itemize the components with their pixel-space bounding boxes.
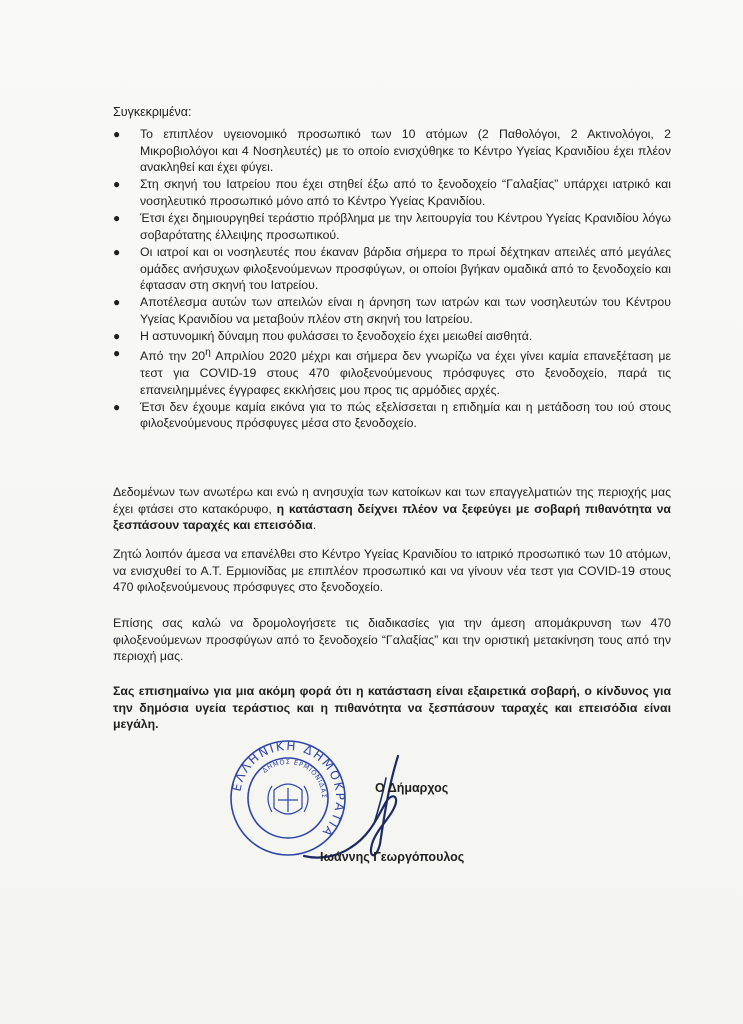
bullet-text: Στη σκηνή του Ιατρείου που έχει στηθεί έξω από το ξενοδοχείο “Γαλαξίας” υπάρχει ιατρικό και νοσηλευτικό προσωπικό μόνο από το Κέντρο Υγείας Κρανιδίου. <box>140 177 671 208</box>
bullet-dot: ● <box>113 127 121 141</box>
signature-stroke <box>304 756 398 858</box>
bullet-item <box>113 399 671 432</box>
signatory-name: Ιωάννης Γεωργόπουλος <box>320 850 465 864</box>
paragraph-relocation: Επίσης σας καλώ να δρομολογήσετε τις διαδικασίες για την άμεση απομάκρυνση των 470 φιλοξενούμενων προσφύγων από το ξενοδοχείο “Γαλαξίας” και την οριστική μετακίνηση τους από την περιοχή μας. <box>113 616 671 664</box>
paragraph-situation-end: . <box>312 518 317 533</box>
bullet-text: Έτσι δεν έχουμε καμία εικόνα για το πώς εξελίσσεται η επιδημία και η μετάδοση του ιού στους φιλοξενούμενους πρόσφυγες μέσα στο ξενοδοχείο. <box>140 399 671 431</box>
bullet-item <box>113 345 671 398</box>
bullet-item <box>113 126 671 176</box>
bullet-dot: ● <box>113 346 121 361</box>
bullet-text: Το επιπλέον υγειονομικό προσωπικό των 10 ατόμων (2 Παθολόγοι, 2 Ακτινολόγοι, 2 Μικροβιολόγοι και 4 Νοσηλευτές) με το οποίο ενισχύθηκε το Κέντρο Υγείας Κρανιδίου έχει πλέον ανακληθεί και έχει φύγει. <box>140 127 671 175</box>
paragraph-situation-bold: η κατάσταση δείχνει πλέον να ξεφεύγει με σοβαρή πιθανότητα να ξεσπάσουν ταραχές και επεισόδια <box>113 501 671 533</box>
bullet-dot: ● <box>113 244 121 259</box>
bullet-text: Αποτέλεσμα αυτών των απειλών είναι η άρνηση των ιατρών και των νοσηλευτών του Κέντρου Υγείας Κρανιδίου να μεταβούν πλέον στη σκηνή του Ιατρείου. <box>140 295 671 326</box>
seal-outer-textpath: ΕΛΛΗΝΙΚΗ ΔΗΜΟΚΡΑΤΙΑ <box>229 738 348 841</box>
paragraph-warning: Σας επισημαίνω για μια ακόμη φορά ότι η κατάσταση είναι εξαιρετικά σοβαρή, ο κίνδυνος για την δημόσια υγεία τεράστιος και η πιθανότητα να ξεσπάσουν ταραχές και επεισόδια είναι μεγάλη. <box>113 684 671 732</box>
bullet-text: Οι ιατροί και οι νοσηλευτές που έκαναν βάρδια σήμερα το πρωί δέχτηκαν απειλές από μεγάλες ομάδες ανήσυχων φιλοξενούμενων προσφύγων, οι οποίοι βγήκαν ομαδικά από το ξενοδοχείο και έφτασαν στη σκηνή του Ιατρείου. <box>140 244 671 293</box>
paragraph-situation-text: Δεδομένων των ανωτέρω και ενώ η ανησυχία των κατοίκων και των επαγγελματιών της περιοχής μας έχει φτάσει στο κατακόρυφο, <box>113 485 671 516</box>
ordinal-superscript: η <box>205 347 211 359</box>
bullet-dot: ● <box>113 399 121 414</box>
seal-inner-textpath: ΔΗΜΟΣ ΕΡΜΙΟΝΙΔΑΣ <box>260 757 329 799</box>
bullet-dot: ● <box>113 211 121 226</box>
paragraph-request: Ζητώ λοιπόν άμεσα να επανέλθει στο Κέντρο Υγείας Κρανιδίου το ιατρικό προσωπικό των 10 ατόμων, να ενισχυθεί το Α.Τ. Ερμιονίδας με επιπλέον προσωπικό και να γίνουν νέα τεστ για COVID-19 στους 470 φιλοξενούμενους πρόσφυγες στο ξενοδοχείο. <box>113 547 671 595</box>
bullet-text-post: Απριλίου 2020 μέχρι και σήμερα δεν γνωρίζω να έχει γίνει καμία επανεξέταση με τεστ για COVID-19 στους 470 φιλοξενούμενους πρόσφυγες στο ξενοδοχείο, παρά τις επανειλημμένες έγγραφες εκκλήσεις μου προς τις αρμόδιες αρχές. <box>140 349 671 397</box>
bullet-item <box>113 210 671 243</box>
paragraph-situation <box>113 484 671 534</box>
bullet-list <box>113 126 671 433</box>
signatory-title: Ο Δήμαρχος <box>375 781 449 795</box>
bullet-text-pre: Από την 20 <box>140 349 206 364</box>
bullet-item <box>113 294 671 327</box>
bullet-item <box>113 244 671 294</box>
bullet-text: Η αστυνομική δύναμη που φυλάσσει το ξενοδοχείο έχει μειωθεί αισθητά. <box>140 329 533 344</box>
bullet-text: Έτσι έχει δημιουργηθεί τεράστιο πρόβλημα με την λειτουργία του Κέντρου Υγείας Κρανιδίου λόγω σοβαρότατης έλλειψης προσωπικού. <box>140 211 671 242</box>
bullet-dot: ● <box>113 329 121 344</box>
greeting: Συγκεκριμένα: <box>113 105 192 119</box>
bullet-item <box>113 176 671 209</box>
bullet-dot: ● <box>113 177 121 192</box>
bullet-item <box>113 328 671 345</box>
bullet-dot: ● <box>113 295 121 310</box>
